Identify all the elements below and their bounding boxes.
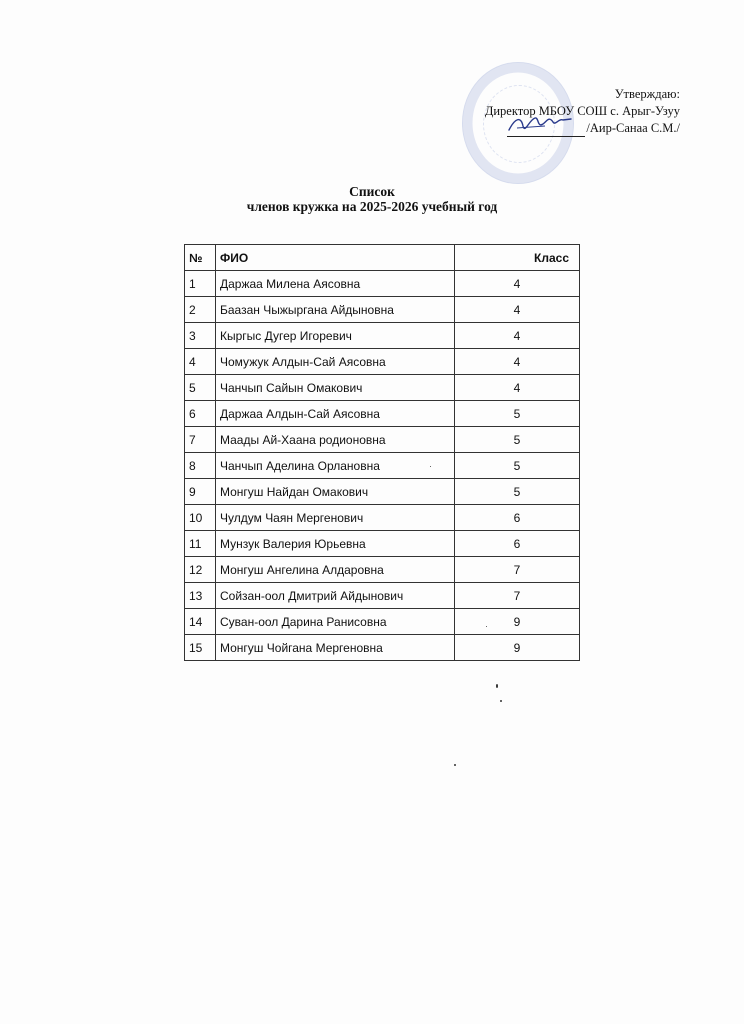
row-full-name: Сойзан-оол Дмитрий Айдынович bbox=[216, 583, 455, 609]
document-title bbox=[0, 184, 744, 214]
table-row bbox=[185, 583, 580, 609]
header-full-name: ФИО bbox=[216, 245, 455, 271]
scan-speck bbox=[430, 466, 431, 467]
row-full-name: Чанчып Аделина Орлановна bbox=[216, 453, 455, 479]
scan-speck bbox=[486, 626, 487, 627]
row-number: 5 bbox=[185, 375, 216, 401]
header-number: № bbox=[185, 245, 216, 271]
row-class: 4 bbox=[455, 375, 580, 401]
table-row bbox=[185, 323, 580, 349]
table-row bbox=[185, 401, 580, 427]
scan-speck bbox=[454, 764, 456, 766]
row-class: 6 bbox=[455, 531, 580, 557]
signature-line bbox=[420, 120, 680, 137]
row-full-name: Кыргыс Дугер Игоревич bbox=[216, 323, 455, 349]
row-class: 4 bbox=[455, 297, 580, 323]
row-class: 4 bbox=[455, 323, 580, 349]
row-number: 14 bbox=[185, 609, 216, 635]
table-row bbox=[185, 531, 580, 557]
scan-speck bbox=[500, 700, 502, 702]
row-full-name: Монгуш Ангелина Алдаровна bbox=[216, 557, 455, 583]
row-class: 6 bbox=[455, 505, 580, 531]
row-class: 7 bbox=[455, 583, 580, 609]
row-number: 4 bbox=[185, 349, 216, 375]
row-number: 3 bbox=[185, 323, 216, 349]
row-full-name: Монгуш Найдан Омакович bbox=[216, 479, 455, 505]
row-number: 6 bbox=[185, 401, 216, 427]
row-class: 4 bbox=[455, 349, 580, 375]
row-number: 2 bbox=[185, 297, 216, 323]
signatory-name: /Аир-Санаа С.М./ bbox=[586, 121, 680, 135]
row-number: 12 bbox=[185, 557, 216, 583]
table-row bbox=[185, 375, 580, 401]
title-line-1: Список bbox=[349, 184, 395, 199]
table-row bbox=[185, 505, 580, 531]
row-number: 1 bbox=[185, 271, 216, 297]
row-full-name: Чомужук Алдын-Сай Аясовна bbox=[216, 349, 455, 375]
row-number: 9 bbox=[185, 479, 216, 505]
row-class: 5 bbox=[455, 453, 580, 479]
row-class: 5 bbox=[455, 401, 580, 427]
row-class: 4 bbox=[455, 271, 580, 297]
scan-speck bbox=[496, 684, 498, 688]
row-full-name: Чанчып Сайын Омакович bbox=[216, 375, 455, 401]
table-header-row bbox=[185, 245, 580, 271]
approval-block bbox=[420, 86, 680, 137]
row-full-name: Даржаа Алдын-Сай Аясовна bbox=[216, 401, 455, 427]
row-class: 7 bbox=[455, 557, 580, 583]
row-number: 7 bbox=[185, 427, 216, 453]
row-number: 11 bbox=[185, 531, 216, 557]
table-row bbox=[185, 349, 580, 375]
title-line-2: членов кружка на 2025-2026 учебный год bbox=[246, 199, 498, 214]
director-position: Директор МБОУ СОШ с. Арыг-Узуу bbox=[484, 104, 680, 118]
row-number: 13 bbox=[185, 583, 216, 609]
row-full-name: Баазан Чыжыргана Айдыновна bbox=[216, 297, 455, 323]
row-class: 5 bbox=[455, 427, 580, 453]
row-full-name: Суван-оол Дарина Ранисовна bbox=[216, 609, 455, 635]
table-row bbox=[185, 297, 580, 323]
approve-label: Утверждаю: bbox=[614, 87, 680, 101]
row-full-name: Чулдум Чаян Мергенович bbox=[216, 505, 455, 531]
table-row bbox=[185, 557, 580, 583]
row-full-name: Маады Ай-Хаана родионовна bbox=[216, 427, 455, 453]
row-number: 10 bbox=[185, 505, 216, 531]
table-row bbox=[185, 271, 580, 297]
signature-blank bbox=[507, 124, 585, 137]
table-row bbox=[185, 453, 580, 479]
table-row bbox=[185, 635, 580, 661]
header-class: Класс bbox=[455, 245, 580, 271]
members-table bbox=[184, 244, 580, 661]
table-row bbox=[185, 479, 580, 505]
table-row bbox=[185, 427, 580, 453]
row-class: 9 bbox=[455, 609, 580, 635]
row-class: 5 bbox=[455, 479, 580, 505]
row-full-name: Мунзук Валерия Юрьевна bbox=[216, 531, 455, 557]
table-row bbox=[185, 609, 580, 635]
row-number: 8 bbox=[185, 453, 216, 479]
row-class: 9 bbox=[455, 635, 580, 661]
row-full-name: Монгуш Чойгана Мергеновна bbox=[216, 635, 455, 661]
row-full-name: Даржаа Милена Аясовна bbox=[216, 271, 455, 297]
row-number: 15 bbox=[185, 635, 216, 661]
